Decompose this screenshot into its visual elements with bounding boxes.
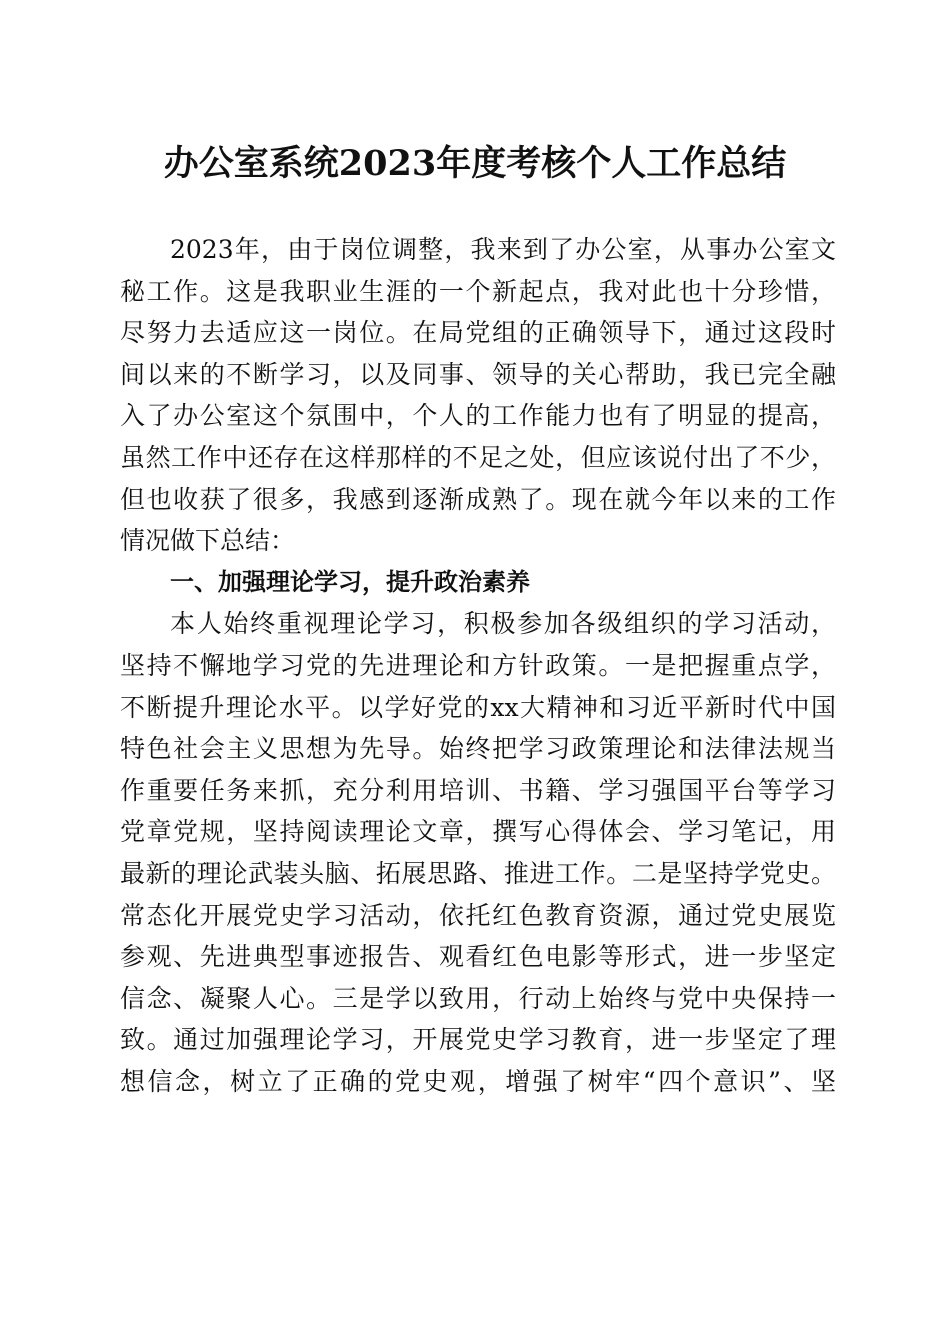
- text-line: 党章党规，坚持阅读理论文章，撰写心得体会、学习笔记，用: [120, 817, 836, 847]
- text-line: 本人始终重视理论学习，积极参加各级组织的学习活动，: [170, 609, 836, 639]
- document-title: 办公室系统2023年度考核个人工作总结: [163, 143, 787, 184]
- text-line: 作重要任务来抓，充分利用培训、书籍、学习强国平台等学习: [120, 775, 836, 805]
- document-body: [120, 229, 836, 1102]
- section-heading: 一、加强理论学习，提升政治素养: [170, 567, 530, 596]
- text-line: 入了办公室这个氛围中，个人的工作能力也有了明显的提高，: [120, 401, 836, 431]
- text-line: 但也收获了很多，我感到逐渐成熟了。现在就今年以来的工作: [120, 484, 836, 514]
- text-line: 秘工作。这是我职业生涯的一个新起点，我对此也十分珍惜，: [120, 276, 836, 306]
- text-line: 信念、凝聚人心。三是学以致用，行动上始终与党中央保持一: [120, 983, 836, 1013]
- text-line: 想信念，树立了正确的党史观，增强了树牢“四个意识”、坚: [120, 1066, 836, 1096]
- text-line: 致。通过加强理论学习，开展党史学习教育，进一步坚定了理: [120, 1025, 836, 1055]
- text-line: 不断提升理论水平。以学好党的xx大精神和习近平新时代中国: [120, 692, 836, 722]
- text-line: 尽努力去适应这一岗位。在局党组的正确领导下，通过这段时: [120, 318, 836, 348]
- text-line: 虽然工作中还存在这样那样的不足之处，但应该说付出了不少，: [120, 442, 836, 472]
- text-line: 参观、先进典型事迹报告、观看红色电影等形式，进一步坚定: [120, 942, 836, 972]
- text-line: 坚持不懈地学习党的先进理论和方针政策。一是把握重点学，: [120, 650, 836, 680]
- text-line: 最新的理论武装头脑、拓展思路、推进工作。二是坚持学党史。: [120, 858, 836, 888]
- text-line: 常态化开展党史学习活动，依托红色教育资源，通过党史展览: [120, 900, 836, 930]
- text-line: 情况做下总结：: [120, 526, 296, 556]
- text-line: 间以来的不断学习，以及同事、领导的关心帮助，我已完全融: [120, 359, 836, 389]
- text-line: 2023年，由于岗位调整，我来到了办公室，从事办公室文: [170, 235, 836, 264]
- text-line: 特色社会主义思想为先导。始终把学习政策理论和法律法规当: [120, 734, 836, 764]
